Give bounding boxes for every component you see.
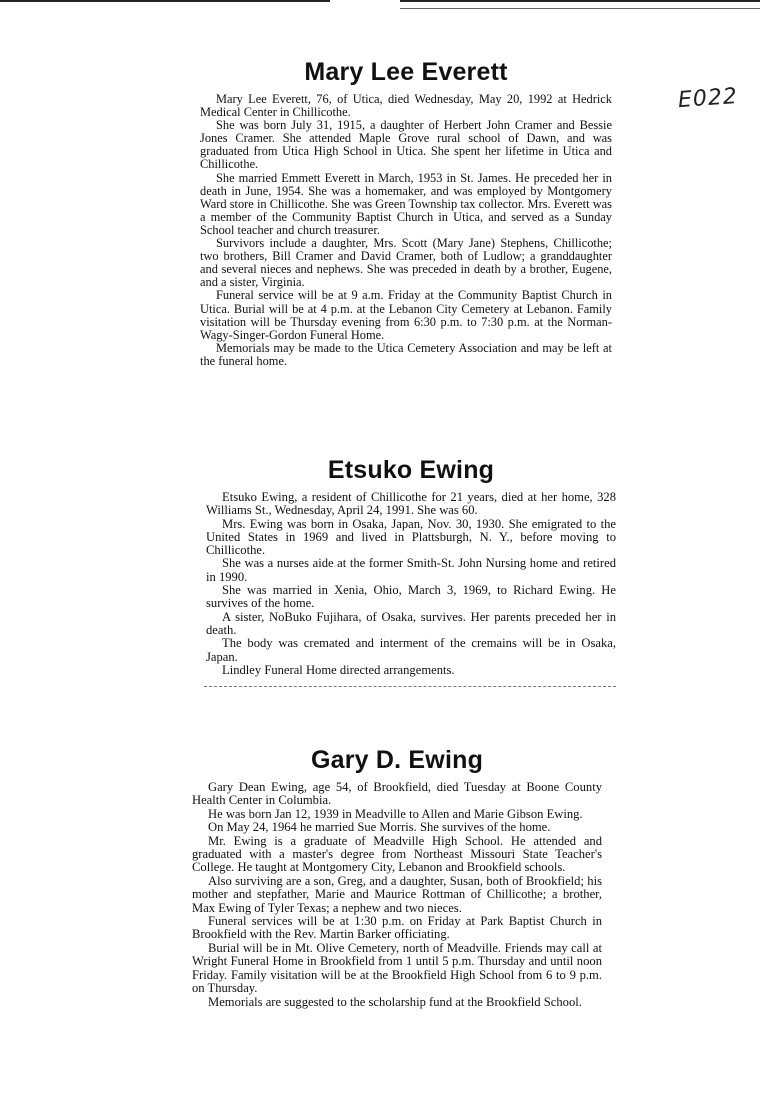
obituary-paragraph: Etsuko Ewing, a resident of Chillicothe for 21 years, died at her home, 328 Williams St., Wednesday, April 24, 1991. She was 60. bbox=[206, 490, 616, 518]
obituary-paragraph: Also surviving are a son, Greg, and a daughter, Susan, both of Brookfield; his mother and stepfather, Marie and Maurice Rottman of Chillicothe; a brother, Max Ewing of Tyler Texas; a nephew and two nieces. bbox=[192, 873, 602, 915]
obituary-paragraph: Mrs. Ewing was born in Osaka, Japan, Nov. 30, 1930. She emigrated to the United States in 1969 and lived in Plattsburgh, N. Y., before moving to Chillicothe. bbox=[206, 516, 616, 558]
obituary-paragraph: On May 24, 1964 he married Sue Morris. She survives of the home. bbox=[208, 820, 551, 835]
obituary-paragraph: He was born Jan 12, 1939 in Meadville to Allen and Marie Gibson Ewing. bbox=[208, 806, 583, 821]
obituary-paragraph: Mary Lee Everett, 76, of Utica, died Wednesday, May 20, 1992 at Hedrick Medical Center in Chillicothe. bbox=[200, 92, 612, 120]
obituary-title: Mary Lee Everett bbox=[304, 58, 508, 86]
top-border-right bbox=[400, 0, 760, 2]
obituary-paragraph: She was married in Xenia, Ohio, March 3, 1969, to Richard Ewing. He survives of the home. bbox=[206, 583, 616, 611]
obituary-paragraph: She was a nurses aide at the former Smith-St. John Nursing home and retired in 1990. bbox=[206, 556, 616, 584]
obituary-paragraph: Funeral services will be at 1:30 p.m. on Friday at Park Baptist Church in Brookfield with the Rev. Martin Barker officiating. bbox=[192, 914, 602, 942]
obituary-paragraph: Memorials are suggested to the scholarship fund at the Brookfield School. bbox=[208, 994, 582, 1009]
obituary-etsuko-ewing bbox=[206, 456, 616, 677]
obituary-paragraph: A sister, NoBuko Fujihara, of Osaka, survives. Her parents preceded her in death. bbox=[206, 609, 616, 637]
obituary-paragraph: Survivors include a daughter, Mrs. Scott (Mary Jane) Stephens, Chillicothe; two brothers, Bill Cramer and David Cramer, both of Ludlow; a granddaughter and several nieces and nephews. She was preceded in death by a brother, Eugene, and a sister, Virginia. bbox=[200, 236, 612, 290]
obituary-paragraph: Memorials may be made to the Utica Cemetery Association and may be left at the funeral home. bbox=[200, 340, 612, 368]
obituary-paragraph: The body was cremated and interment of the cremains will be in Osaka, Japan. bbox=[206, 636, 616, 664]
obituary-paragraph: Gary Dean Ewing, age 54, of Brookfield, died Tuesday at Boone County Health Center in Columbia. bbox=[192, 780, 602, 808]
obituary-paragraph: Burial will be in Mt. Olive Cemetery, north of Meadville. Friends may call at Wright Funeral Home in Brookfield from 1 until 5 p.m. Thursday and until noon Friday. Family visitation will be at the Brookfield High School from 6 to 9 p.m. on Thursday. bbox=[192, 940, 602, 996]
handwritten-annotation: E022 bbox=[677, 83, 739, 114]
separator-line bbox=[204, 686, 616, 688]
top-border-secondary bbox=[400, 8, 760, 9]
obituary-title: Etsuko Ewing bbox=[327, 456, 495, 484]
obituary-title: Gary D. Ewing bbox=[310, 746, 484, 774]
obituary-paragraph: Funeral service will be at 9 a.m. Friday at the Community Baptist Church in Utica. Burial will be at 4 p.m. at the Lebanon City Cemetery at Lebanon. Family visitation will be Thursday evening from 6:30 p.m. to 7:30 p.m. at the Norman-Wagy-Singer-Gordon Funeral Home. bbox=[200, 288, 612, 342]
obituary-paragraph: Mr. Ewing is a graduate of Meadville High School. He attended and graduated with a master's degree from Northeast Missouri State Teacher's College. He taught at Montgomery City, Lebanon and Brookfield schools. bbox=[192, 833, 602, 875]
obituary-paragraph: Lindley Funeral Home directed arrangements. bbox=[222, 662, 455, 677]
obituary-mary-lee-everett bbox=[200, 58, 612, 368]
top-border-left bbox=[0, 0, 330, 2]
obituary-paragraph: She was born July 31, 1915, a daughter of Herbert John Cramer and Bessie Jones Cramer. She attended Maple Grove rural school of Dawn, and was graduated from Utica High School in Utica. She spent her lifetime in Utica and Chillicothe. bbox=[200, 118, 612, 172]
obituary-paragraph: She married Emmett Everett in March, 1953 in St. James. He preceded her in death in June, 1954. She was a homemaker, and was employed by Montgomery Ward store in Chillicothe. She was Green Township tax collector. Mrs. Everett was a member of the Community Baptist Church in Utica, and served as a Sunday School teacher and church treasurer. bbox=[200, 170, 612, 237]
obituary-gary-d-ewing bbox=[192, 746, 602, 1009]
